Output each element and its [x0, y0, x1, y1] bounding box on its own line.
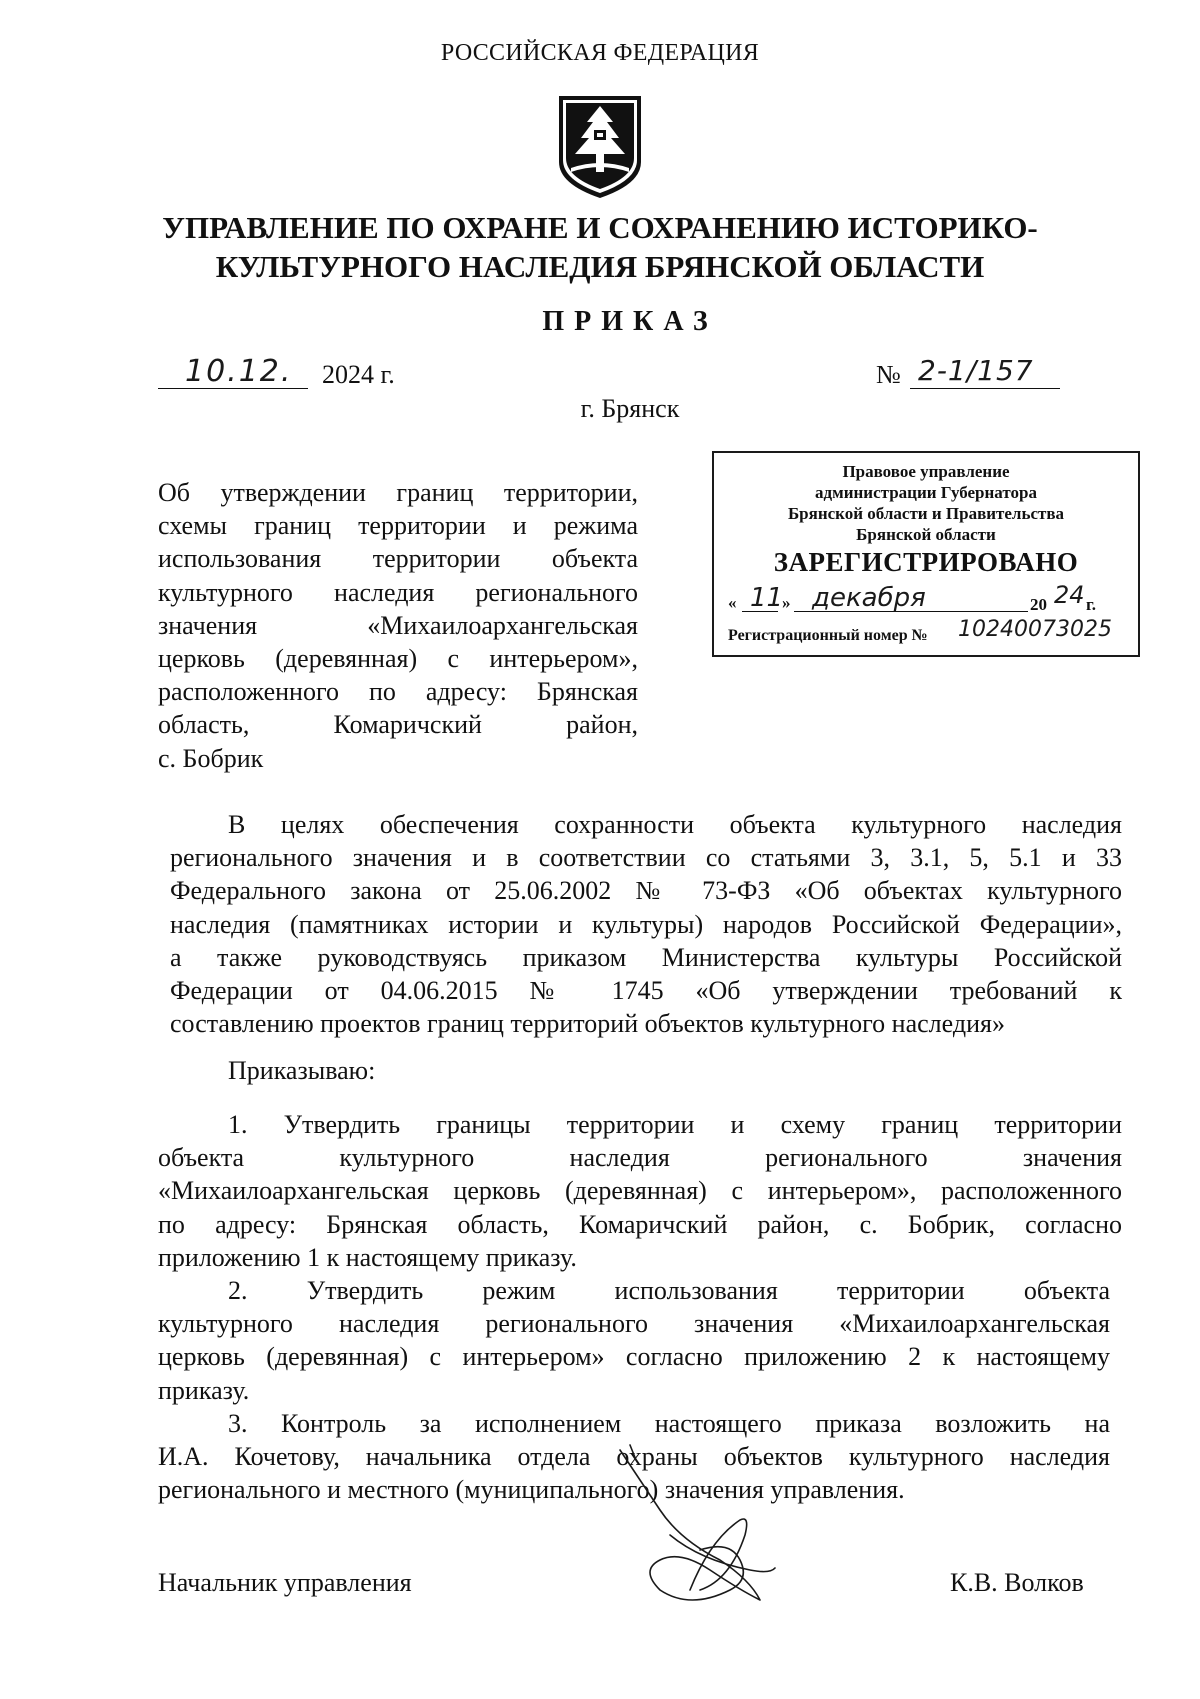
order-number-label: №	[876, 360, 901, 389]
stamp-registered: ЗАРЕГИСТРИРОВАНО	[773, 547, 1079, 577]
stamp-quote-close: »	[782, 593, 791, 612]
stamp-line-1: Правовое управление	[842, 462, 1010, 481]
order-item-line: «Михаилоархангельская церковь (деревянная) с интерьером», расположенного	[158, 1176, 1122, 1206]
subject-line: с. Бобрик	[158, 743, 264, 773]
preamble-paragraph	[170, 808, 1122, 1040]
preamble-line: Федерации от 04.06.2015 № 1745 «Об утверждении требований к	[170, 976, 1122, 1006]
stamp-year-prefix: 20	[1030, 595, 1047, 614]
registration-stamp	[712, 451, 1140, 657]
order-item-1	[158, 1108, 1122, 1274]
stamp-year-handwritten: 24	[1054, 581, 1085, 609]
order-word: Приказываю:	[228, 1056, 376, 1085]
preamble-line: наследия (памятниках истории и культуры) народов Российской Федерации»,	[170, 909, 1122, 939]
stamp-month-handwritten: декабря	[812, 583, 926, 613]
order-item-2	[158, 1274, 1110, 1407]
order-number-handwritten: 2-1/157	[918, 354, 1034, 387]
preamble-line: Федерального закона от 25.06.2002 № 73-ФЗ «Об объектах культурного	[170, 876, 1122, 906]
order-item-line: приказу.	[158, 1375, 250, 1405]
stamp-quote-open: «	[728, 593, 737, 612]
country-heading: РОССИЙСКАЯ ФЕДЕРАЦИЯ	[440, 40, 760, 66]
order-item-line: культурного наследия регионального значения «Михаилоархангельская	[158, 1309, 1110, 1339]
handwritten-signature	[600, 1440, 790, 1620]
order-item-line: 2. Утвердить режим использования территории объекта	[228, 1276, 1110, 1305]
stamp-line-2: администрации Губернатора	[815, 483, 1037, 502]
signatory-name: К.В. Волков	[950, 1568, 1084, 1597]
stamp-year-suffix: г.	[1086, 595, 1097, 614]
stamp-reg-number-handwritten: 10240073025	[958, 617, 1112, 642]
agency-name-line1: УПРАВЛЕНИЕ ПО ОХРАНЕ И СОХРАНЕНИЮ ИСТОРИКО-	[162, 210, 1038, 245]
preamble-line: В целях обеспечения сохранности объекта культурного наследия	[228, 810, 1122, 839]
stamp-reg-number	[728, 617, 1138, 649]
subject-line: область, Комаричский район,	[158, 710, 638, 740]
order-item-line: регионального и местного (муниципального) значения управления.	[158, 1475, 905, 1505]
order-item-line: церковь (деревянная) с интерьером» согласно приложению 2 к настоящему	[158, 1342, 1110, 1372]
agency-name	[150, 208, 1050, 286]
order-date-handwritten: 10.12.	[185, 354, 293, 389]
signatory-title: Начальник управления	[158, 1568, 412, 1597]
stamp-day-handwritten: 11	[750, 583, 784, 613]
order-item-line: 1. Утвердить границы территории и схему границ территории	[228, 1110, 1122, 1139]
coat-of-arms-icon	[555, 92, 645, 202]
preamble-line: а также руководствуясь приказом Министерства культуры Российской	[170, 942, 1122, 972]
subject-line: культурного наследия регионального	[158, 577, 638, 607]
order-year: 2024 г.	[322, 360, 395, 389]
preamble-line: регионального значения и в соответствии со статьями 3, 3.1, 5, 5.1 и 33	[170, 843, 1122, 873]
stamp-reg-label: Регистрационный номер №	[728, 627, 928, 644]
stamp-date	[728, 581, 1128, 617]
stamp-line-4: Брянской области	[856, 525, 996, 544]
subject-line: схемы границ территории и режима	[158, 511, 638, 541]
subject-line: расположенного по адресу: Брянская	[158, 677, 638, 707]
order-item-line: 3. Контроль за исполнением настоящего приказа возложить на	[228, 1409, 1110, 1438]
agency-name-line2: КУЛЬТУРНОГО НАСЛЕДИЯ БРЯНСКОЙ ОБЛАСТИ	[215, 249, 985, 284]
document-type: ПРИКАЗ	[542, 306, 718, 337]
order-item-line: по адресу: Брянская область, Комаричский район, с. Бобрик, согласно	[158, 1209, 1122, 1239]
order-item-line: И.А. Кочетову, начальника отдела охраны объектов культурного наследия	[158, 1442, 1110, 1472]
order-item-line: объекта культурного наследия регионального значения	[158, 1143, 1122, 1173]
order-item-line: приложению 1 к настоящему приказу.	[158, 1242, 577, 1272]
subject-line: использования территории объекта	[158, 544, 638, 574]
subject-line: церковь (деревянная) с интерьером»,	[158, 644, 638, 674]
stamp-line-3: Брянской области и Правительства	[787, 504, 1065, 523]
subject-line: значения «Михаилоархангельская	[158, 610, 638, 640]
subject-line: Об утверждении границ территории,	[158, 478, 638, 507]
order-subject	[158, 476, 638, 775]
city: г. Брянск	[580, 394, 680, 423]
preamble-line: составлению проектов границ территорий объектов культурного наследия»	[170, 1009, 1005, 1039]
